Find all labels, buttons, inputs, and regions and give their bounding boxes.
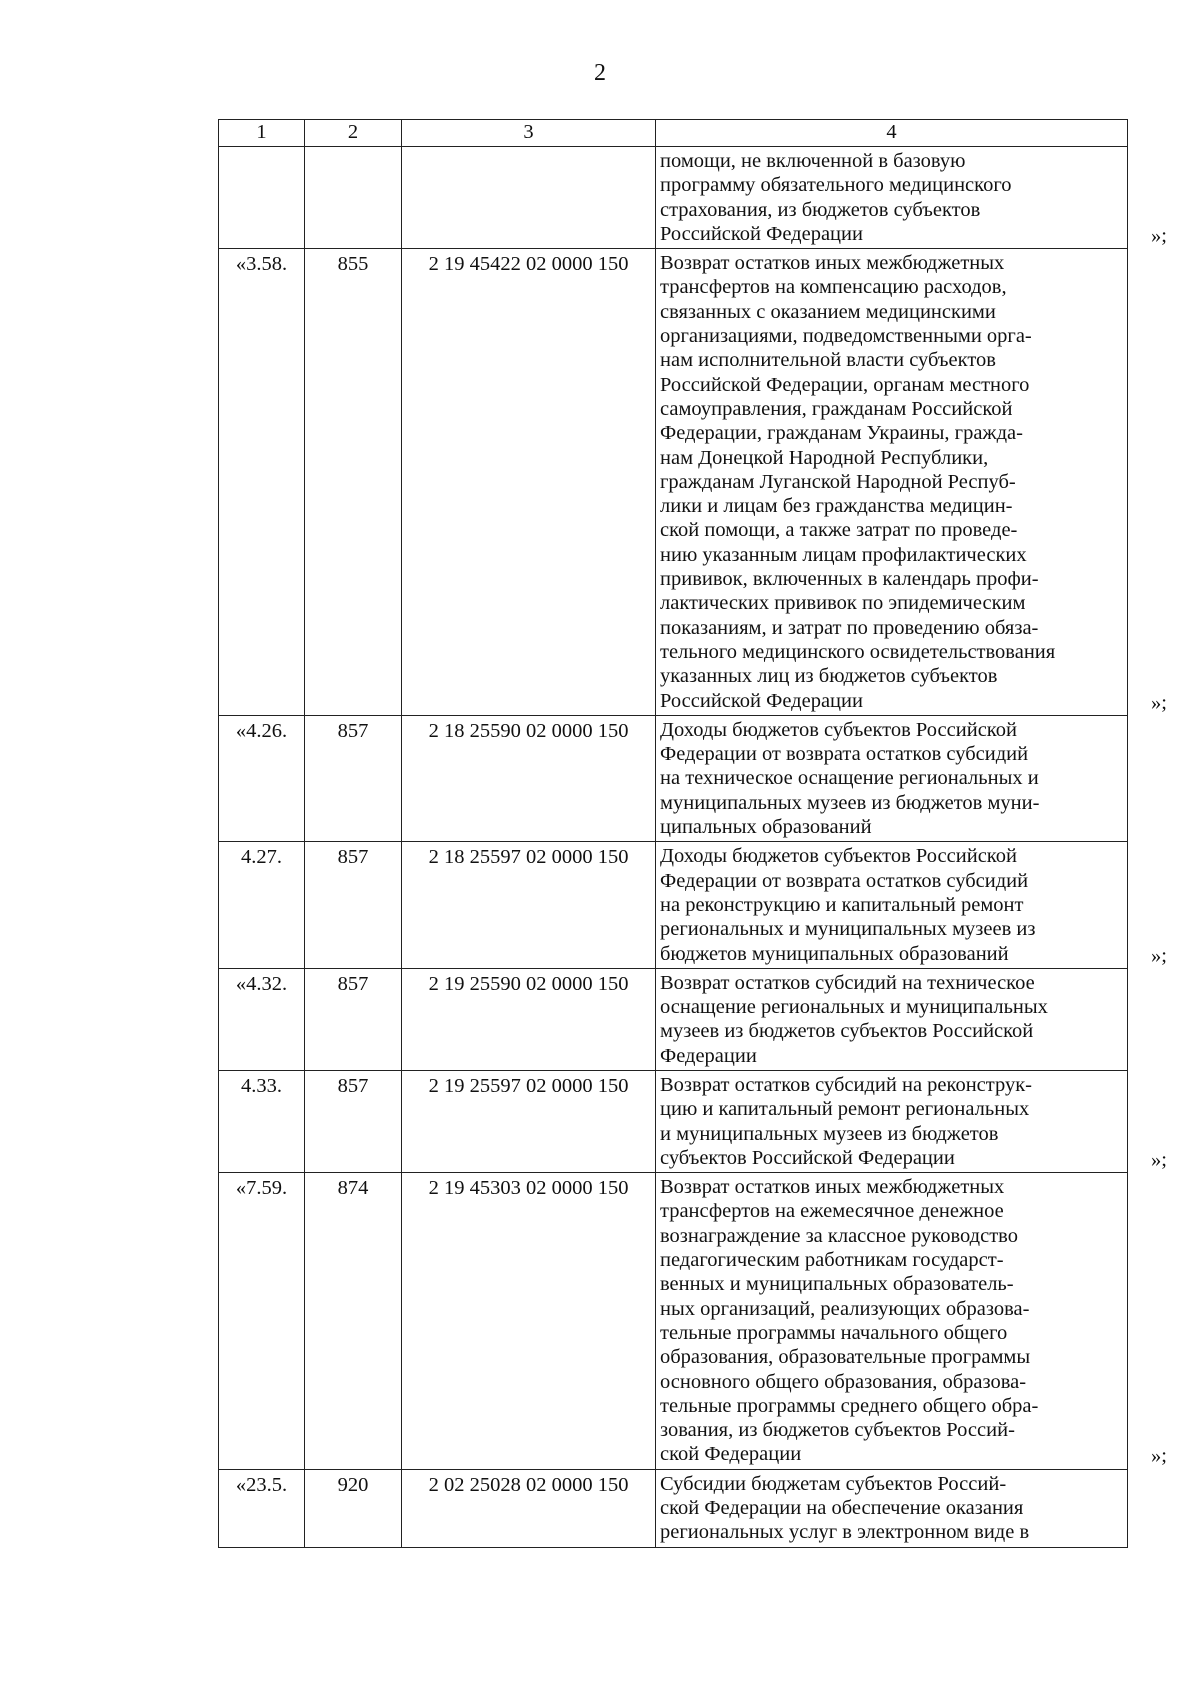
description-line: показаниям, и затрат по проведению обяза- <box>660 616 1039 639</box>
description-line: региональных услуг в электронном виде в <box>660 1521 1030 1544</box>
budget-code: 2 18 25597 02 0000 150 <box>402 842 656 968</box>
table-header-row <box>219 120 1128 147</box>
description-line: оснащение региональных и муниципальных <box>660 996 1048 1019</box>
admin-code <box>305 147 402 249</box>
admin-code: 857 <box>305 715 402 841</box>
description-line: прививок, включенных в календарь профи- <box>660 568 1039 591</box>
description-line: лики и лицам без гражданства медицин- <box>660 495 1013 518</box>
description-line: основного общего образования, образова- <box>660 1370 1027 1393</box>
description-line: организациями, подведомственными орга- <box>660 325 1032 348</box>
description-line: венных и муниципальных образователь- <box>660 1273 1014 1296</box>
description-line: вознаграждение за классное руководство <box>660 1224 1018 1247</box>
header-cell-1: 1 <box>219 120 305 147</box>
budget-code: 2 19 45303 02 0000 150 <box>402 1173 656 1470</box>
description-line: связанных с оказанием медицинскими <box>660 300 996 323</box>
item-number: «23.5. <box>219 1469 305 1547</box>
description-line: трансфертов на ежемесячное денежное <box>660 1200 1004 1223</box>
income-description <box>656 249 1167 716</box>
income-description <box>656 1173 1167 1470</box>
description-line: Субсидии бюджетам субъектов Россий- <box>660 1472 1007 1495</box>
description-line: Доходы бюджетов субъектов Российской <box>660 845 1017 868</box>
table-row <box>219 1173 1128 1470</box>
admin-code: 874 <box>305 1173 402 1470</box>
income-description <box>656 1070 1167 1172</box>
description-line: Российской Федерации <box>660 689 863 712</box>
closing-quote-mark: »; <box>1151 691 1167 714</box>
budget-code: 2 02 25028 02 0000 150 <box>402 1469 656 1547</box>
closing-quote-mark: »; <box>1151 1445 1167 1468</box>
income-description <box>656 1469 1128 1547</box>
description-line: указанных лиц из бюджетов субъектов <box>660 665 998 688</box>
admin-code: 857 <box>305 842 402 968</box>
description-line: и муниципальных музеев из бюджетов <box>660 1122 999 1145</box>
description-line: музеев из бюджетов субъектов Российской <box>660 1020 1034 1043</box>
table-row <box>219 715 1128 841</box>
admin-code: 857 <box>305 968 402 1070</box>
description-line: Возврат остатков иных межбюджетных <box>660 252 1005 275</box>
description-line: Федерации, гражданам Украины, гражда- <box>660 422 1023 445</box>
description-line: ской Федерации <box>660 1443 802 1466</box>
description-line: Возврат остатков субсидий на техническое <box>660 971 1035 994</box>
income-description <box>656 715 1128 841</box>
description-line: программу обязательного медицинского <box>660 174 1012 197</box>
description-line: Возврат остатков субсидий на реконструк- <box>660 1073 1032 1096</box>
description-line: Доходы бюджетов субъектов Российской <box>660 718 1017 741</box>
admin-code: 855 <box>305 249 402 716</box>
budget-code <box>402 147 656 249</box>
description-line: лактических прививок по эпидемическим <box>660 592 1026 615</box>
header-cell-2: 2 <box>305 120 402 147</box>
description-line: Российской Федерации <box>660 222 863 245</box>
description-line: субъектов Российской Федерации <box>660 1146 955 1169</box>
description-line: гражданам Луганской Народной Респуб- <box>660 470 1016 493</box>
description-line: Федерации от возврата остатков субсидий <box>660 869 1029 892</box>
description-line: региональных и муниципальных музеев из <box>660 918 1036 941</box>
description-line: на техническое оснащение региональных и <box>660 767 1039 790</box>
budget-code: 2 19 45422 02 0000 150 <box>402 249 656 716</box>
item-number: «4.32. <box>219 968 305 1070</box>
item-number: 4.27. <box>219 842 305 968</box>
budget-code: 2 18 25590 02 0000 150 <box>402 715 656 841</box>
description-line: образования, образовательные программы <box>660 1346 1031 1369</box>
table-row <box>219 842 1128 968</box>
admin-code: 920 <box>305 1469 402 1547</box>
table-row <box>219 147 1128 249</box>
description-line: ской Федерации на обеспечение оказания <box>660 1497 1024 1520</box>
header-cell-4: 4 <box>656 120 1128 147</box>
budget-code: 2 19 25590 02 0000 150 <box>402 968 656 1070</box>
description-line: муниципальных музеев из бюджетов муни- <box>660 791 1040 814</box>
closing-quote-mark: »; <box>1151 224 1167 247</box>
description-line: на реконструкцию и капитальный ремонт <box>660 893 1024 916</box>
description-line: педагогическим работникам государст- <box>660 1249 1004 1272</box>
income-description <box>656 147 1167 249</box>
table-row <box>219 1469 1128 1547</box>
table-row <box>219 249 1128 716</box>
description-line: нам Донецкой Народной Республики, <box>660 446 989 469</box>
description-line: трансфертов на компенсацию расходов, <box>660 276 1007 299</box>
income-description <box>656 968 1128 1070</box>
description-line: Возврат остатков иных межбюджетных <box>660 1176 1005 1199</box>
income-description <box>656 842 1167 968</box>
table-row <box>219 968 1128 1070</box>
description-line: помощи, не включенной в базовую <box>660 150 966 172</box>
closing-quote-mark: »; <box>1151 944 1167 967</box>
description-line: Федерации от возврата остатков субсидий <box>660 743 1029 766</box>
item-number: 4.33. <box>219 1070 305 1172</box>
description-line: тельного медицинского освидетельствования <box>660 640 1056 663</box>
description-line: ской помощи, а также затрат по проведе- <box>660 519 1018 542</box>
description-line: зования, из бюджетов субъектов Россий- <box>660 1419 1015 1442</box>
budget-code: 2 19 25597 02 0000 150 <box>402 1070 656 1172</box>
closing-quote-mark: »; <box>1151 1148 1167 1171</box>
description-line: бюджетов муниципальных образований <box>660 942 1009 965</box>
item-number: «7.59. <box>219 1173 305 1470</box>
page-number: 2 <box>594 60 606 86</box>
item-number: «4.26. <box>219 715 305 841</box>
description-line: тельные программы начального общего <box>660 1321 1008 1344</box>
description-line: цию и капитальный ремонт региональных <box>660 1098 1030 1121</box>
description-line: Федерации <box>660 1044 757 1067</box>
item-number <box>219 147 305 249</box>
description-line: страхования, из бюджетов субъектов <box>660 198 981 221</box>
header-cell-3: 3 <box>402 120 656 147</box>
description-line: Российской Федерации, органам местного <box>660 373 1030 396</box>
table-row <box>219 1070 1128 1172</box>
admin-code: 857 <box>305 1070 402 1172</box>
item-number: «3.58. <box>219 249 305 716</box>
description-line: нию указанным лицам профилактических <box>660 543 1027 566</box>
description-line: нам исполнительной власти субъектов <box>660 349 996 372</box>
budget-classification-table <box>218 119 1167 1548</box>
description-line: ных организаций, реализующих образова- <box>660 1297 1030 1320</box>
description-line: ципальных образований <box>660 816 872 839</box>
description-line: тельные программы среднего общего обра- <box>660 1394 1039 1417</box>
description-line: самоуправления, гражданам Российской <box>660 397 1013 420</box>
